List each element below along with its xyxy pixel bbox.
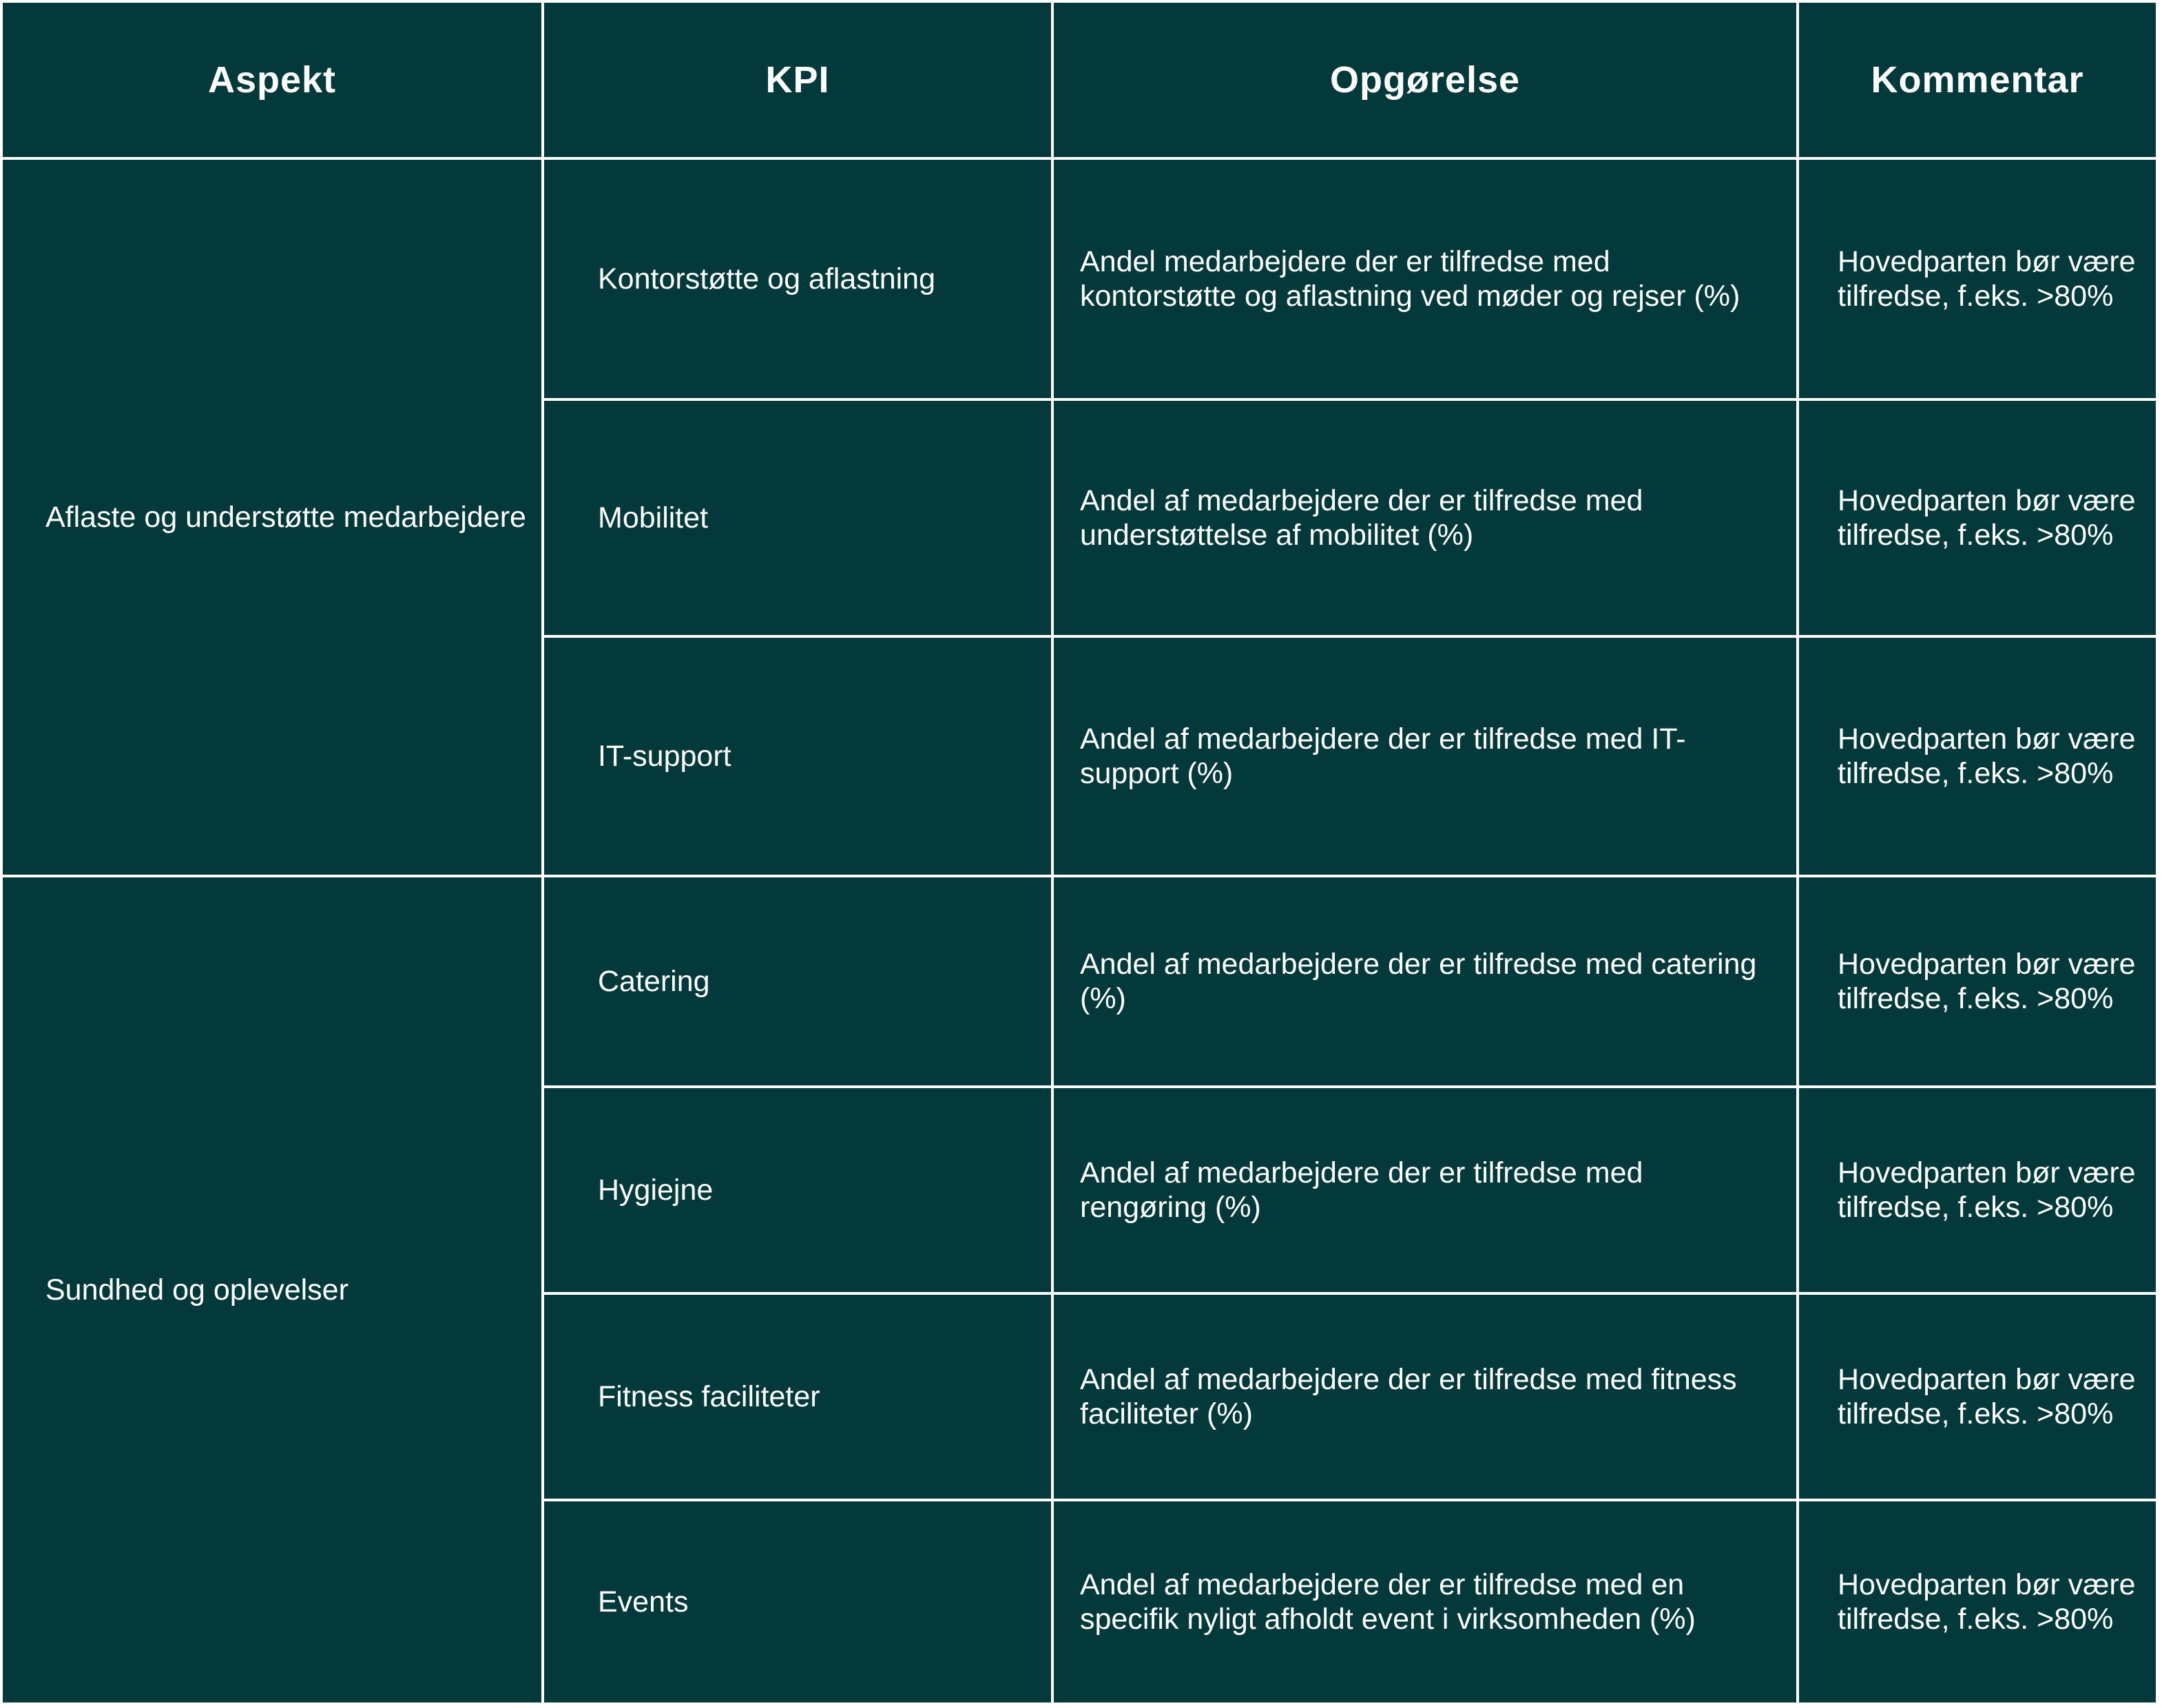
kommentar-cell: Hovedparten bør være tilfredse, f.eks. >80% (1798, 1087, 2157, 1293)
kpi-cell: Events (543, 1500, 1052, 1704)
kommentar-cell: Hovedparten bør være tilfredse, f.eks. >80% (1798, 399, 2157, 636)
header-kommentar: Kommentar (1798, 1, 2157, 158)
aspekt-cell: Aflaste og understøtte medarbejdere (1, 158, 543, 876)
header-row (1, 1, 2157, 158)
kommentar-cell: Hovedparten bør være tilfredse, f.eks. >80% (1798, 1293, 2157, 1500)
kpi-cell: Hygiejne (543, 1087, 1052, 1293)
kpi-cell: Catering (543, 876, 1052, 1087)
kommentar-cell: Hovedparten bør være tilfredse, f.eks. >80% (1798, 636, 2157, 876)
header-kpi: KPI (543, 1, 1052, 158)
kpi-cell: IT-support (543, 636, 1052, 876)
opgoerelse-cell: Andel af medarbejdere der er tilfredse med IT-support (%) (1052, 636, 1798, 876)
header-aspekt: Aspekt (1, 1, 543, 158)
aspekt-cell: Sundhed og oplevelser (1, 876, 543, 1704)
opgoerelse-cell: Andel af medarbejdere der er tilfredse med en specifik nyligt afholdt event i virksomheden (%) (1052, 1500, 1798, 1704)
kpi-cell: Kontorstøtte og aflastning (543, 158, 1052, 399)
table-row (1, 158, 2157, 399)
opgoerelse-cell: Andel af medarbejdere der er tilfredse med rengøring (%) (1052, 1087, 1798, 1293)
kommentar-cell: Hovedparten bør være tilfredse, f.eks. >80% (1798, 1500, 2157, 1704)
table-row (1, 876, 2157, 1087)
kommentar-cell: Hovedparten bør være tilfredse, f.eks. >80% (1798, 158, 2157, 399)
opgoerelse-cell: Andel medarbejdere der er tilfredse med kontorstøtte og aflastning ved møder og rejser (%) (1052, 158, 1798, 399)
opgoerelse-cell: Andel af medarbejdere der er tilfredse med catering (%) (1052, 876, 1798, 1087)
kommentar-cell: Hovedparten bør være tilfredse, f.eks. >80% (1798, 876, 2157, 1087)
kpi-cell: Mobilitet (543, 399, 1052, 636)
header-opgoerelse: Opgørelse (1052, 1, 1798, 158)
opgoerelse-cell: Andel af medarbejdere der er tilfredse med fitness faciliteter (%) (1052, 1293, 1798, 1500)
opgoerelse-cell: Andel af medarbejdere der er tilfredse med understøttelse af mobilitet (%) (1052, 399, 1798, 636)
kpi-cell: Fitness faciliteter (543, 1293, 1052, 1500)
